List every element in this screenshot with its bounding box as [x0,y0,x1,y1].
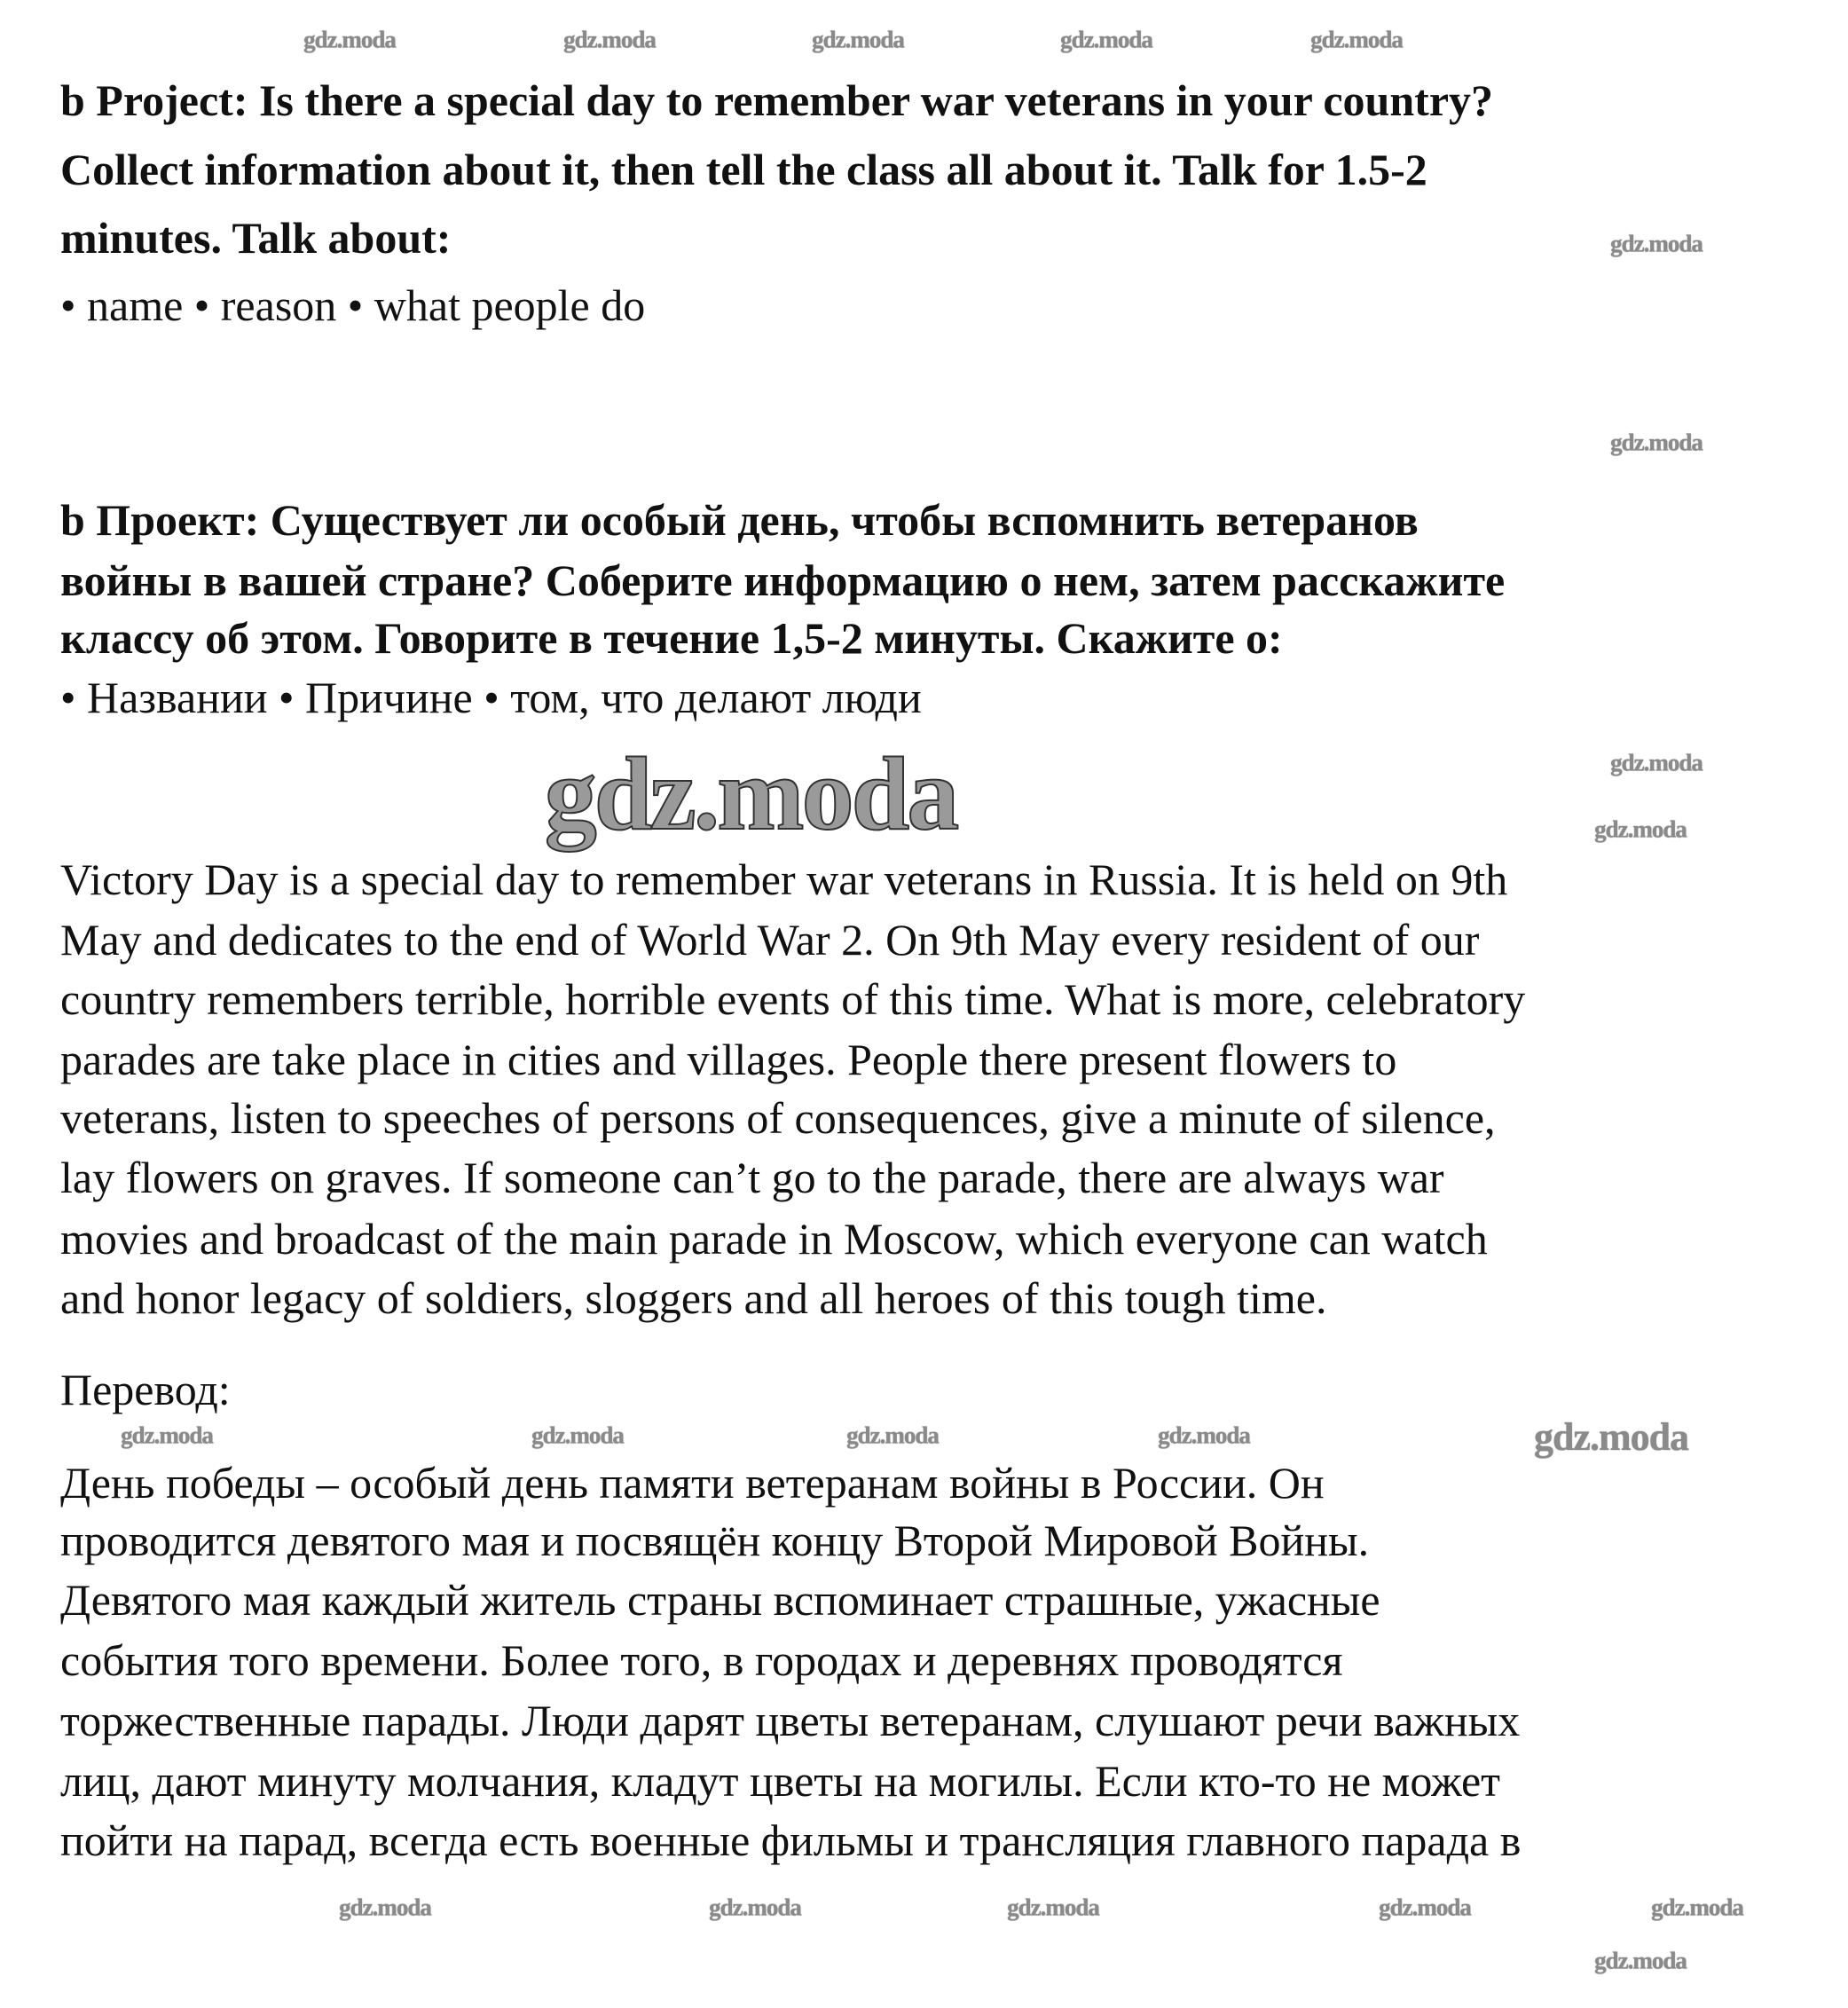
watermark: gdz.moda [1158,1421,1250,1449]
task-ru-line: b Проект: Существует ли особый день, чтобы вспомнить ветеранов [60,495,1419,545]
answer-en-line: parades are take place in cities and villages. People there present flowers to [60,1035,1397,1084]
watermark: gdz.moda [709,1894,801,1921]
answer-en-line: Victory Day is a special day to remember war veterans in Russia. It is held on 9th [60,854,1508,904]
watermark: gdz.moda [531,1421,624,1449]
watermark: gdz.moda [1533,1415,1689,1459]
answer-en-line: movies and broadcast of the main parade in Moscow, which everyone can watch [60,1214,1488,1264]
task-ru-bullets: • Названии • Причине • том, что делают люди [60,673,922,722]
answer-en-line: May and dedicates to the end of World War 2. On 9th May every resident of our [60,915,1480,965]
translation-line: торжественные парады. Люди дарят цветы ветеранам, слушают речи важных [60,1696,1521,1745]
translation-label: Перевод: [60,1365,231,1414]
watermark: gdz.moda [563,26,656,53]
task-en-line: b Project: Is there a special day to remember war veterans in your country? [60,75,1494,125]
watermark: gdz.moda [1651,1894,1743,1921]
task-ru-line: войны в вашей стране? Соберите информацию о нем, затем расскажите [60,555,1506,605]
watermark: gdz.moda [303,26,396,53]
task-en-bullets: • name • reason • what people do [60,280,646,330]
watermark: gdz.moda [121,1421,213,1449]
task-en-line: minutes. Talk about: [60,213,452,263]
watermark: gdz.moda [1594,815,1687,843]
watermark: gdz.moda [1610,230,1703,257]
watermark: gdz.moda [1310,26,1403,53]
watermark: gdz.moda [812,26,904,53]
translation-line: пойти на парад, всегда есть военные фильмы и трансляция главного парада в [60,1815,1522,1865]
watermark: gdz.moda [544,736,957,852]
watermark: gdz.moda [1060,26,1152,53]
translation-line: День победы – особый день памяти ветеранам войны в России. Он [60,1458,1325,1508]
watermark: gdz.moda [1610,749,1703,776]
watermark: gdz.moda [846,1421,939,1449]
watermark: gdz.moda [1594,1947,1687,1974]
translation-line: проводится девятого мая и посвящён концу Второй Мировой Войны. [60,1516,1370,1565]
task-en-line: Collect information about it, then tell the class all about it. Talk for 1.5-2 [60,145,1427,194]
answer-en-line: lay flowers on graves. If someone can’t go to the parade, there are always war [60,1153,1444,1202]
translation-line: Девятого мая каждый житель страны вспоминает страшные, ужасные [60,1575,1380,1625]
watermark: gdz.moda [1610,429,1703,456]
task-ru-line: классу об этом. Говорите в течение 1,5-2 минуты. Скажите о: [60,613,1283,663]
watermark: gdz.moda [339,1894,431,1921]
watermark: gdz.moda [1379,1894,1471,1921]
translation-line: лиц, дают минуту молчания, кладут цветы на могилы. Если кто-то не может [60,1756,1500,1806]
answer-en-line: and honor legacy of soldiers, sloggers and all heroes of this tough time. [60,1273,1327,1323]
answer-en-line: veterans, listen to speeches of persons of consequences, give a minute of silence, [60,1093,1496,1143]
watermark: gdz.moda [1007,1894,1099,1921]
answer-en-line: country remembers terrible, horrible events of this time. What is more, celebratory [60,974,1526,1024]
translation-line: события того времени. Более того, в городах и деревнях проводятся [60,1635,1343,1685]
